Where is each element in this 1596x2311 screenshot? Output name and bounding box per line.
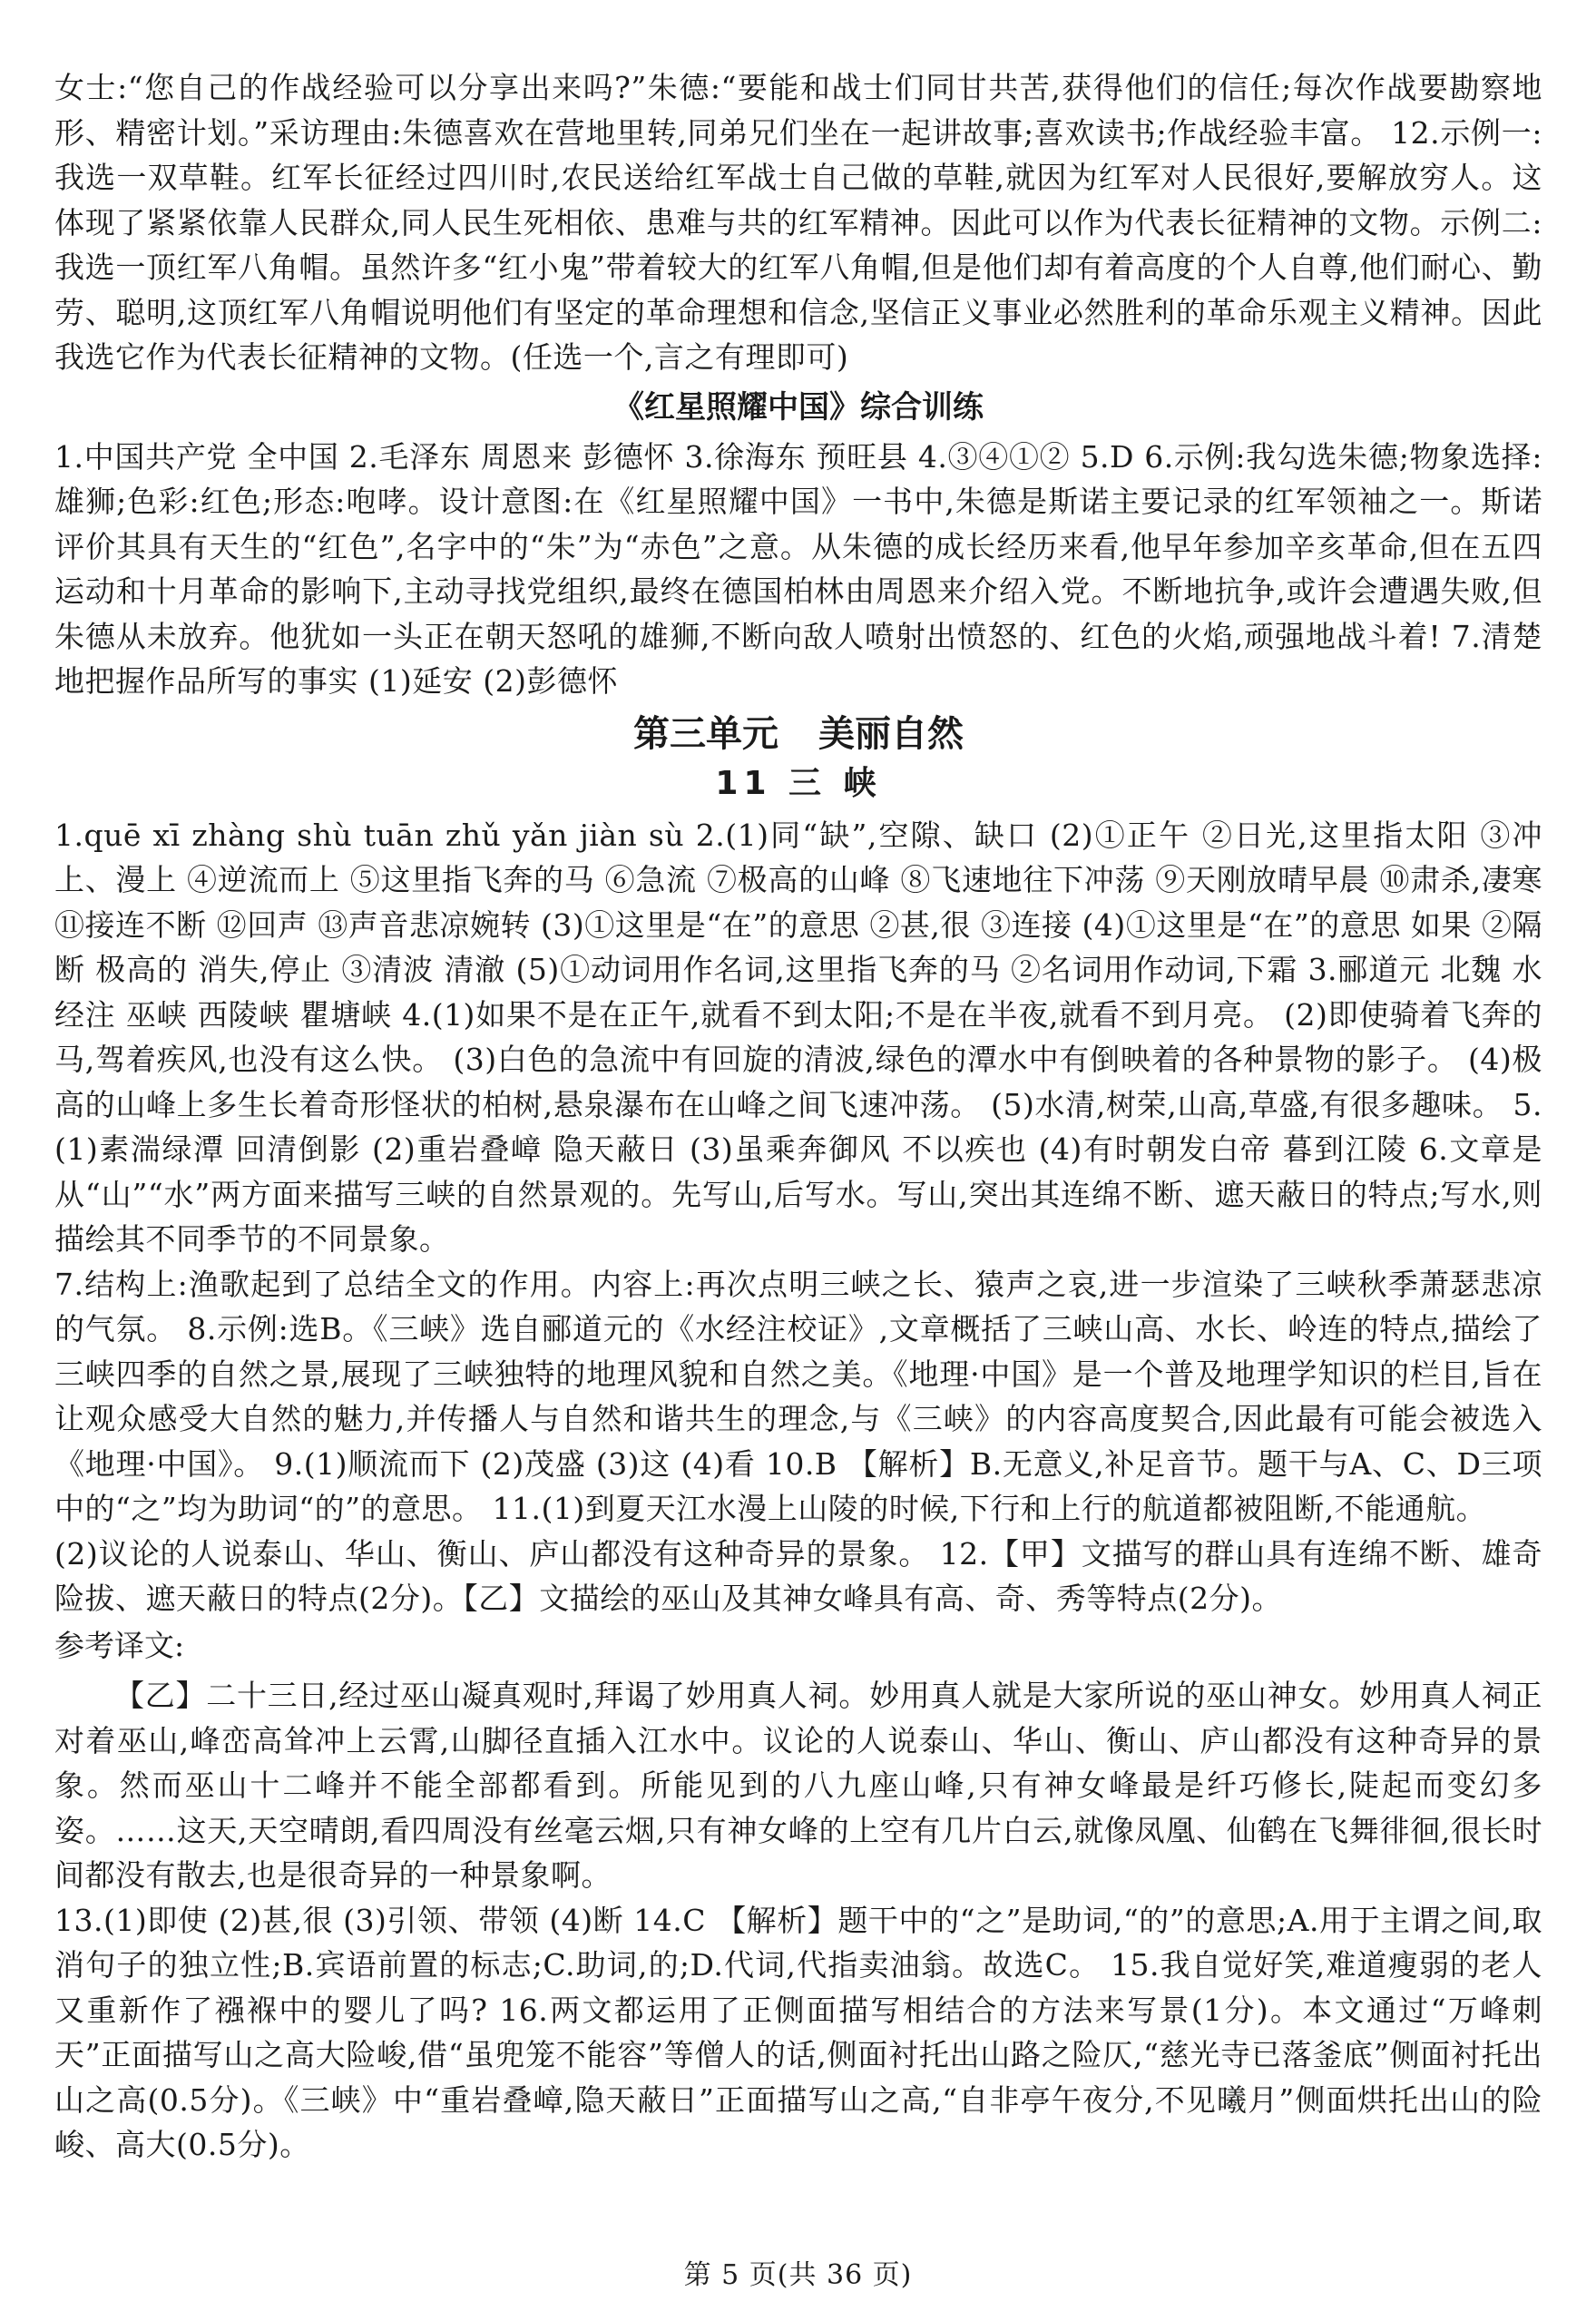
page-content	[54, 65, 1542, 2168]
answer-paragraph-3: 1.quē xī zhàng shù tuān zhǔ yǎn jiàn sù 2.(1)同“缺”,空隙、缺口 (2)①正午 ②日光,这里指太阳 ③冲上、漫上 ④逆流而上 ⑤这里指飞奔的马 ⑥急流 ⑦极高的山峰 ⑧飞速地往下冲荡 ⑨天刚放晴早晨 ⑩肃杀,凄寒 ⑪接连不断 ⑫回声 ⑬声音悲凉婉转 (3)①这里是“在”的意思 ②甚,很 ③连接 (4)①这里是“在”的意思 如果 ②隔断 极高的 消失,停止 ③清波 清澈 (5)①动词用作名词,这里指飞奔的马 ②名词用作动词,下霜 3.郦道元 北魏 水经注 巫峡 西陵峡 瞿塘峡 4.(1)如果不是在正午,就看不到太阳;不是在半夜,就看不到月亮。 (2)即使骑着飞奔的马,驾着疾风,也没有这么快。 (3)白色的急流中有回旋的清波,绿色的潭水中有倒映着的各种景物的影子。 (4)极高的山峰上多生长着奇形怪状的柏树,悬泉瀑布在山峰之间飞速冲荡。 (5)水清,树荣,山高,草盛,有很多趣味。 5.(1)素湍绿潭 回清倒影 (2)重岩叠嶂 隐天蔽日 (3)虽乘奔御风 不以疾也 (4)有时朝发白帝 暮到江陵 6.文章是从“山”“水”两方面来描写三峡的自然景观的。先写山,后写水。写山,突出其连绵不断、遮天蔽日的特点;写水,则描绘其不同季节的不同景象。	[54, 817, 1542, 1257]
answer-paragraph-1: 女士:“您自己的作战经验可以分享出来吗?”朱德:“要能和战士们同甘共苦,获得他们的信任;每次作战要勘察地形、精密计划。”采访理由:朱德喜欢在营地里转,同弟兄们坐在一起讲故事;喜欢读书;作战经验丰富。 12.示例一:我选一双草鞋。红军长征经过四川时,农民送给红军战士自己做的草鞋,就因为红军对人民很好,要解放穷人。这体现了紧紧依靠人民群众,同人民生死相依、患难与共的红军精神。因此可以作为代表长征精神的文物。示例二:我选一顶红军八角帽。虽然许多“红小鬼”带着较大的红军八角帽,但是他们却有着高度的个人自尊,他们耐心、勤劳、聪明,这顶红军八角帽说明他们有坚定的革命理想和信念,坚信正义事业必然胜利的革命乐观主义精神。因此我选它作为代表长征精神的文物。(任选一个,言之有理即可)	[54, 70, 1542, 375]
reference-translation-label: 参考译文:	[54, 1627, 185, 1663]
reference-translation: 【乙】二十三日,经过巫山凝真观时,拜谒了妙用真人祠。妙用真人就是大家所说的巫山神女。妙用真人祠正对着巫山,峰峦高耸冲上云霄,山脚径直插入江水中。议论的人说泰山、华山、衡山、庐山都没有这种奇异的景象。然而巫山十二峰并不能全部都看到。所能见到的八九座山峰,只有神女峰最是纤巧修长,陡起而变幻多姿。……这天,天空晴朗,看四周没有丝毫云烟,只有神女峰的上空有几片白云,就像凤凰、仙鹤在飞舞徘徊,很长时间都没有散去,也是很奇异的一种景象啊。	[54, 1678, 1542, 1893]
unit-title: 第三单元 美丽自然	[633, 712, 964, 755]
lesson-title: 11 三 峡	[715, 764, 882, 802]
answer-paragraph-2: 1.中国共产党 全中国 2.毛泽东 周恩来 彭德怀 3.徐海东 预旺县 4.③④①② 5.D 6.示例:我勾选朱德;物象选择:雄狮;色彩:红色;形态:咆哮。设计意图:在《红星照耀中国》一书中,朱德是斯诺主要记录的红军领袖之一。斯诺评价其具有天生的“红色”,名字中的“朱”为“赤色”之意。从朱德的成长经历来看,他早年参加辛亥革命,但在五四运动和十月革命的影响下,主动寻找党组织,最终在德国柏林由周恩来介绍入党。不断地抗争,或许会遭遇失败,但朱德从未放弃。他犹如一头正在朝天怒吼的雄狮,不断向敌人喷射出愤怒的、红色的火焰,顽强地战斗着! 7.清楚地把握作品所写的事实 (1)延安 (2)彭德怀	[54, 438, 1542, 699]
answer-paragraph-7: 13.(1)即使 (2)甚,很 (3)引领、带领 (4)断 14.C 【解析】题干中的“之”是助词,“的”的意思;A.用于主谓之间,取消句子的独立性;B.宾语前置的标志;C.助词,的;D.代词,代指卖油翁。故选C。 15.我自觉好笑,难道瘦弱的老人又重新作了襁褓中的婴儿了吗? 16.两文都运用了正侧面描写相结合的方法来写景(1分)。本文通过“万峰刺天”正面描写山之高大险峻,借“虽兜笼不能容”等僧人的话,侧面衬托出山路之险仄,“慈光寺已落釜底”侧面衬托出山之高(0.5分)。《三峡》中“重岩叠嶂,隐天蔽日”正面描写山之高,“自非亭午夜分,不见曦月”侧面烘托出山的险峻、高大(0.5分)。	[54, 1902, 1542, 2162]
answer-paragraph-4: 7.结构上:渔歌起到了总结全文的作用。内容上:再次点明三峡之长、猿声之哀,进一步渲染了三峡秋季萧瑟悲凉的气氛。 8.示例:选B。《三峡》选自郦道元的《水经注校证》,文章概括了三峡山高、水长、岭连的特点,描绘了三峡四季的自然之景,展现了三峡独特的地理风貌和自然之美。《地理·中国》是一个普及地理学知识的栏目,旨在让观众感受大自然的魅力,并传播人与自然和谐共生的理念,与《三峡》的内容高度契合,因此最有可能会被选入《地理·中国》。 9.(1)顺流而下 (2)茂盛 (3)这 (4)看 10.B 【解析】B.无意义,补足音节。题干与A、C、D三项中的“之”均为助词“的”的意思。 11.(1)到夏天江水漫上山陵的时候,下行和上行的航道都被阻断,不能通航。	[54, 1266, 1542, 1526]
page-footer: 第 5 页(共 36 页)	[683, 2259, 913, 2291]
answer-paragraph-5: (2)议论的人说泰山、华山、衡山、庐山都没有这种奇异的景象。 12.【甲】文描写的群山具有连绵不断、雄奇险拔、遮天蔽日的特点(2分)。【乙】文描绘的巫山及其神女峰具有高、奇、秀等特点(2分)。	[54, 1535, 1542, 1616]
section-title-training: 《红星照耀中国》综合训练	[613, 388, 984, 426]
